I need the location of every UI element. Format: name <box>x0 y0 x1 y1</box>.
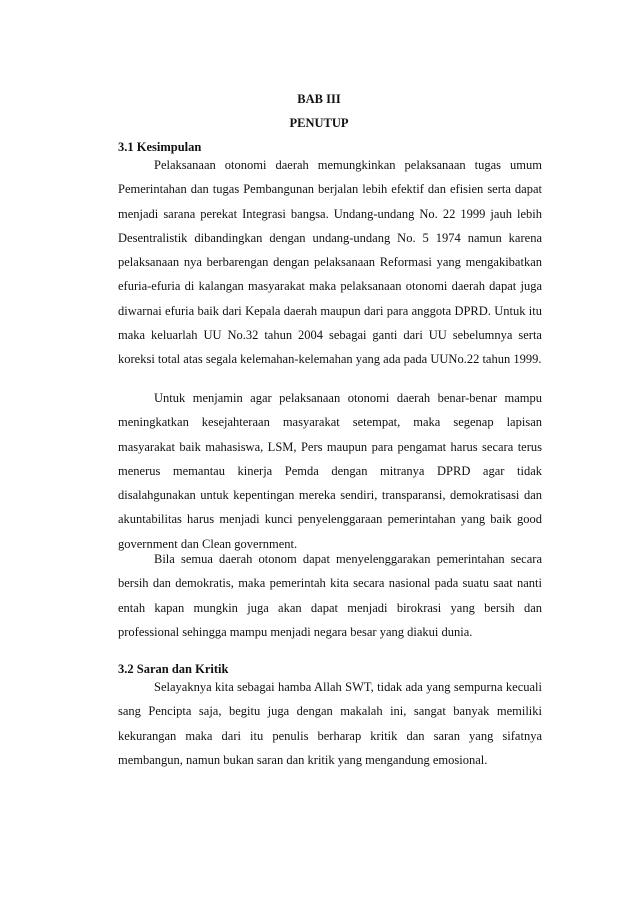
paragraph-kesimpulan-3: Bila semua daerah otonom dapat menyelenggarakan pemerintahan secara bersih dan demokratis, maka pemerintah kita secara nasional pada suatu saat nanti entah kapan mungkin juga akan dapat menjadi birokrasi yang bersih dan professional sehingga mampu menjadi negara besar yang diakui dunia. <box>118 552 542 639</box>
chapter-label: BAB III <box>297 92 341 106</box>
paragraph-kesimpulan-2: Untuk menjamin agar pelaksanaan otonomi daerah benar-benar mampu meningkatkan kesejahteraan masyarakat setempat, maka segenap lapisan masyarakat baik mahasiswa, LSM, Pers maupun para pengamat harus secara terus menerus memantau kinerja Pemda dengan mitranya DPRD agar tidak disalahgunakan untuk kepentingan mereka sendiri, transparansi, demokratisasi dan akuntabilitas harus menjadi kunci penyelenggaraan pemerintahan yang baik good government dan Clean government. <box>118 391 542 551</box>
section-title-saran-kritik: 3.2 Saran dan Kritik <box>118 662 229 676</box>
section-title-kesimpulan: 3.1 Kesimpulan <box>118 140 202 154</box>
chapter-title: PENUTUP <box>289 116 349 130</box>
paragraph-saran-kritik-1: Selayaknya kita sebagai hamba Allah SWT, tidak ada yang sempurna kecuali sang Pencipta saja, begitu juga dengan makalah ini, sangat banyak memiliki kekurangan maka dari itu penulis berharap kritik dan saran yang sifatnya membangun, namun bukan saran dan kritik yang mengandung emosional. <box>118 680 542 767</box>
paragraph-kesimpulan-1: Pelaksanaan otonomi daerah memungkinkan pelaksanaan tugas umum Pemerintahan dan tugas Pembangunan berjalan lebih efektif dan efisien serta dapat menjadi sarana perekat Integrasi bangsa. Undang-undang No. 22 1999 jauh lebih Desentralistik dibandingkan dengan undang-undang No. 5 1974 namun karena pelaksanaan nya berbarengan dengan pelaksanaan Reformasi yang mengakibatkan efuria-efuria di kalangan masyarakat maka pelaksanaan otonomi daerah dapat juga diwarnai efuria baik dari Kepala daerah maupun dari para anggota DPRD. Untuk itu maka keluarlah UU No.32 tahun 2004 sebagai ganti dari UU sebelumnya serta koreksi total atas segala kelemahan-kelemahan yang ada pada UUNo.22 tahun 1999. <box>118 158 542 367</box>
